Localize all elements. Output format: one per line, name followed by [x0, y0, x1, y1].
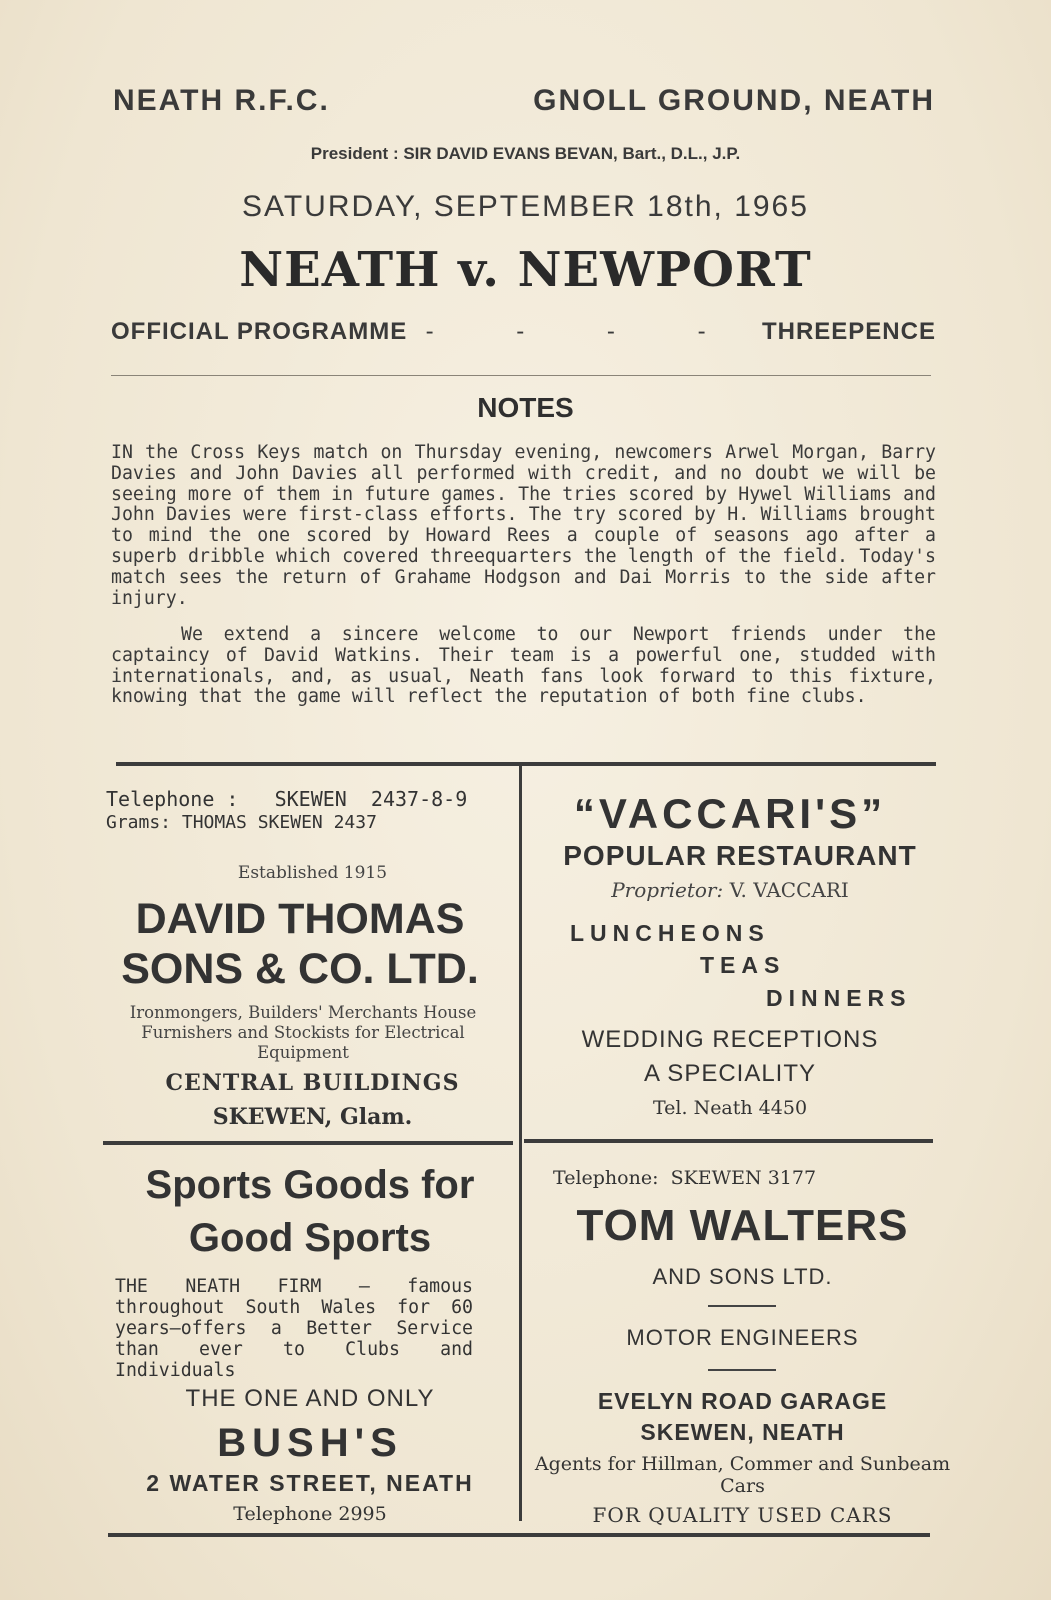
vaccari-proprietor-name: V. VACCARI	[729, 878, 849, 902]
tom-walters-garage-line-2: SKEWEN, NEATH	[640, 1419, 845, 1445]
vaccari-proprietor	[525, 878, 935, 902]
david-thomas-telephone: Telephone : SKEWEN 2437-8-9	[106, 787, 468, 811]
vaccari-wedding-line-1: WEDDING RECEPTIONS	[581, 1026, 879, 1053]
bushs-name: BUSH'S	[217, 1421, 403, 1465]
tom-walters-trade: MOTOR ENGINEERS	[626, 1325, 859, 1350]
david-thomas-name-line-2: SONS & CO. LTD.	[121, 945, 479, 993]
programme-row	[111, 318, 936, 346]
ads-middle-rule-left	[103, 1141, 513, 1145]
match-title: NEATH v. NEWPORT	[239, 242, 812, 298]
bushs-one-and-only: THE ONE AND ONLY	[185, 1385, 435, 1412]
vaccari-subtitle: POPULAR RESTAURANT	[563, 840, 917, 871]
ads-middle-rule-right	[524, 1139, 933, 1143]
tom-walters-garage-line-1: EVELYN ROAD GARAGE	[597, 1388, 888, 1414]
club-name: NEATH R.F.C.	[113, 84, 330, 117]
ground-name: GNOLL GROUND, NEATH	[533, 84, 935, 117]
vaccari-proprietor-label: Proprietor:	[611, 878, 724, 902]
bushs-address: 2 WATER STREET, NEATH	[146, 1470, 474, 1496]
vaccari-dinners: DINNERS	[766, 985, 912, 1011]
david-thomas-name	[100, 894, 500, 994]
bushs-telephone: Telephone 2995	[233, 1503, 387, 1525]
notes-paragraph-2: We extend a sincere welcome to our Newport friends under the captaincy of David Watkins. Their team is a powerful one, studded with internationals, and, as usual, Neath fans look forward to this fixture, knowing that the game will reflect the reputation of both fine clubs.	[111, 624, 936, 708]
tom-walters-divider-2	[708, 1369, 776, 1371]
match-date: SATURDAY, SEPTEMBER 18th, 1965	[242, 190, 809, 223]
notes-paragraph-1: IN the Cross Keys match on Thursday evening, newcomers Arwel Morgan, Barry Davies and John Davies all performed with credit, and no doubt we will be seeing more of them in future games. The tries scored by Hywel Williams and John Davies were first-class efforts. The try scored by H. Williams brought to mind the one scored by Howard Rees a couple of seasons ago after a superb dribble which covered threequarters the length of the field. Today's match sees the return of Grahame Hodgson and Dai Morris to the side after injury.	[111, 442, 936, 609]
programme-price: THREEPENCE	[761, 318, 936, 345]
header-divider	[111, 375, 931, 376]
ads-vertical-rule	[519, 766, 522, 1521]
president-line: President : SIR DAVID EVANS BEVAN, Bart., D.L., J.P.	[310, 144, 741, 163]
vaccari-luncheons: LUNCHEONS	[570, 920, 770, 946]
bushs-headline-2: Good Sports	[188, 1216, 432, 1260]
bushs-headline-1: Sports Goods for	[145, 1163, 475, 1207]
david-thomas-established: Established 1915	[237, 863, 388, 883]
tom-walters-telephone: Telephone: SKEWEN 3177	[553, 1167, 817, 1189]
david-thomas-grams: Grams: THOMAS SKEWEN 2437	[106, 812, 377, 833]
tom-walters-agents: Agents for Hillman, Commer and Sunbeam Cars	[534, 1453, 951, 1497]
bushs-body: THE NEATH FIRM — famous throughout South Wales for 60 years—offers a Better Service than ever to Clubs and Individuals	[115, 1276, 473, 1381]
tom-walters-name: TOM WALTERS	[576, 1201, 909, 1250]
tom-walters-sons: AND SONS LTD.	[652, 1264, 833, 1289]
david-thomas-address-2: SKEWEN, Glam.	[212, 1104, 413, 1130]
vaccari-telephone: Tel. Neath 4450	[652, 1097, 808, 1119]
programme-label: OFFICIAL PROGRAMME	[111, 318, 408, 345]
vaccari-title: “VACCARI'S”	[573, 790, 887, 837]
vaccari-teas: TEAS	[700, 952, 786, 978]
david-thomas-description: Ironmongers, Builders' Merchants House Furnishers and Stockists for Electrical Equipment	[129, 1003, 477, 1062]
tom-walters-divider-1	[708, 1305, 776, 1307]
tom-walters-quality: FOR QUALITY USED CARS	[592, 1503, 893, 1527]
notes-title: NOTES	[477, 392, 574, 423]
ads-bottom-rule	[108, 1533, 930, 1537]
david-thomas-address-1: CENTRAL BUILDINGS	[165, 1070, 460, 1096]
programme-dashes: - - - -	[425, 318, 744, 345]
david-thomas-name-line-1: DAVID THOMAS	[135, 895, 465, 943]
ads-top-rule	[116, 762, 936, 766]
vaccari-wedding-line-2: A SPECIALITY	[643, 1060, 817, 1087]
